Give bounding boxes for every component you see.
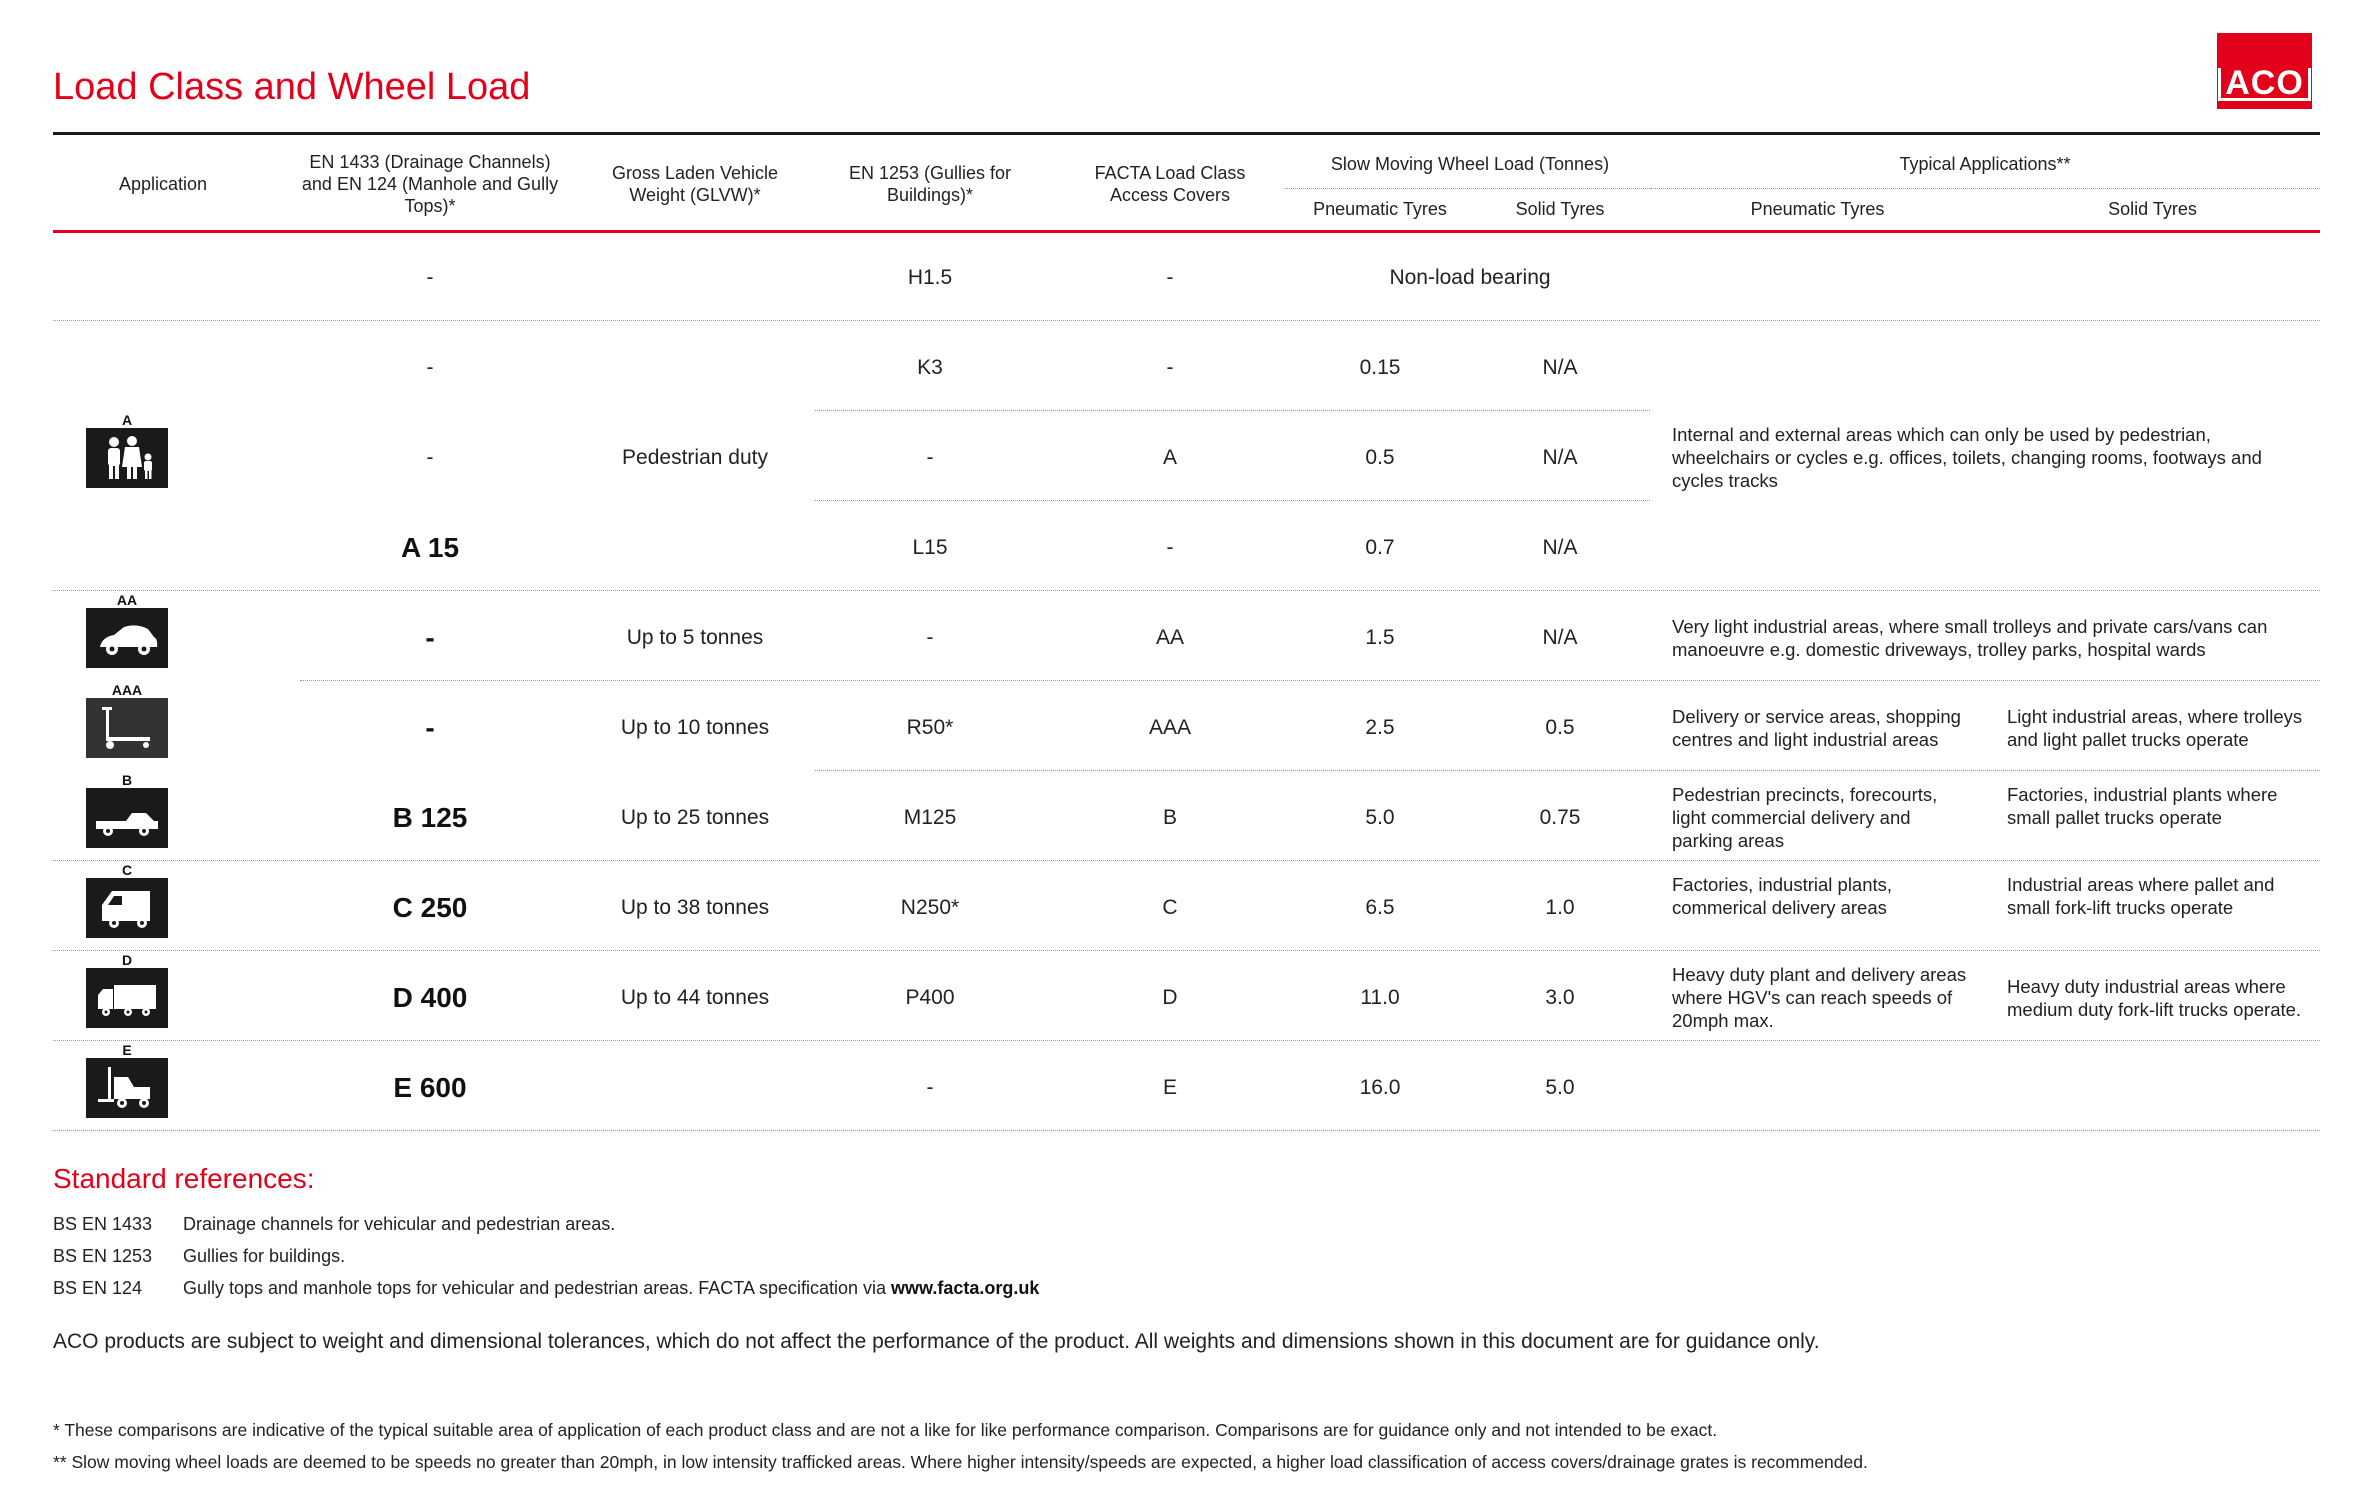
icon-class-label: A	[121, 412, 133, 428]
page-title: Load Class and Wheel Load	[53, 66, 531, 108]
cell-application-pedestrian: Internal and external areas which can only be used by pedestrian, wheelchairs or cycles e.g. offices, toilets, changing rooms, footways and cycles tracks	[1672, 424, 2262, 491]
header-wheel-load: Slow Moving Wheel Load (Tonnes)	[1330, 154, 1610, 174]
cell-non-load-bearing: Non-load bearing	[1389, 265, 1551, 289]
reference-code: BS EN 1433	[53, 1214, 153, 1234]
forklift-icon	[86, 1058, 168, 1118]
icon-class-label: AAA	[111, 682, 143, 698]
cell-en1253: L15	[912, 535, 948, 559]
cell-en1433: -	[426, 265, 434, 289]
cell-facta: AAA	[1148, 715, 1192, 739]
row-divider	[53, 1130, 2320, 1131]
cell-facta: AA	[1155, 625, 1184, 649]
reference-code: BS EN 124	[53, 1278, 143, 1298]
cell-application-d-solid: Heavy duty industrial areas where medium duty fork-lift trucks operate.	[2007, 975, 2302, 1020]
icon-class-c	[86, 862, 168, 938]
cell-facta: -	[1166, 535, 1174, 559]
cell-en1433: B 125	[392, 801, 468, 833]
cell-facta: C	[1162, 895, 1178, 919]
cell-application-aaa-pneumatic: Delivery or service areas, shopping centres and light industrial areas	[1672, 705, 1961, 750]
lorry-icon	[86, 968, 168, 1028]
cell-facta: A	[1162, 445, 1177, 469]
header-glvw: Gross Laden Vehicle Weight (GLVW)*	[611, 163, 779, 205]
icon-class-aaa	[86, 682, 168, 758]
row-divider	[53, 590, 2320, 591]
cell-wheel-pneumatic: 0.7	[1365, 535, 1395, 559]
aco-logo	[2217, 33, 2312, 109]
cell-application-b-pneumatic: Pedestrian precincts, forecourts, light commercial delivery and parking areas	[1672, 784, 1938, 851]
cell-wheel-solid: N/A	[1542, 535, 1578, 559]
row-divider	[815, 770, 2320, 771]
van-icon	[86, 878, 168, 938]
cell-wheel-solid: 3.0	[1545, 985, 1575, 1009]
pedestrian-icon	[86, 428, 168, 488]
row-divider	[53, 860, 2320, 861]
header-typical-applications: Typical Applications**	[1899, 154, 2071, 174]
reference-text: Drainage channels for vehicular and pedestrian areas.	[183, 1214, 616, 1234]
header-en1433: EN 1433 (Drainage Channels) and EN 124 (Manhole and Gully Tops)*	[301, 152, 559, 216]
cell-wheel-pneumatic: 5.0	[1365, 805, 1395, 829]
cell-wheel-pneumatic: 0.15	[1359, 355, 1401, 379]
icon-class-a	[86, 412, 168, 488]
footnote: ** Slow moving wheel loads are deemed to be speeds no greater than 20mph, in low intensity trafficked areas. Where higher intensity/speeds are expected, a higher load classification of access covers/drainage grates is recommended.	[53, 1452, 1868, 1472]
cell-facta: -	[1166, 355, 1174, 379]
cell-en1433: -	[426, 355, 434, 379]
cell-facta: B	[1162, 805, 1177, 829]
cell-en1433: -	[425, 621, 435, 653]
pickup-truck-icon	[86, 788, 168, 848]
cell-wheel-pneumatic: 0.5	[1365, 445, 1395, 469]
cell-wheel-pneumatic: 6.5	[1365, 895, 1395, 919]
cell-en1253: -	[926, 1075, 934, 1099]
cell-wheel-pneumatic: 2.5	[1365, 715, 1395, 739]
pallet-truck-icon	[86, 698, 168, 758]
header-bottom-rule	[53, 230, 2320, 233]
cell-en1433: -	[426, 445, 434, 469]
header-wheel-pneumatic: Pneumatic Tyres	[1313, 199, 1447, 219]
cell-en1433: D 400	[392, 981, 468, 1013]
cell-application-c-solid: Industrial areas where pallet and small fork-lift trucks operate	[2007, 874, 2275, 918]
header-typical-pneumatic: Pneumatic Tyres	[1750, 199, 1885, 219]
cell-en1253: N250*	[900, 895, 960, 919]
cell-en1433: C 250	[392, 891, 468, 923]
reference-text-row	[183, 1278, 1039, 1299]
cell-wheel-pneumatic: 1.5	[1365, 625, 1395, 649]
row-divider	[53, 950, 2320, 951]
icon-class-aa	[86, 592, 168, 668]
icon-class-label: D	[121, 952, 133, 968]
icon-class-b	[86, 772, 168, 848]
icon-class-e	[86, 1042, 168, 1118]
cell-en1253: H1.5	[907, 265, 953, 289]
car-icon	[86, 608, 168, 668]
cell-glvw: Up to 5 tonnes	[626, 625, 764, 649]
cell-application-c-pneumatic: Factories, industrial plants, commerical delivery areas	[1672, 874, 1893, 918]
typical-header-divider	[1650, 188, 2320, 189]
cell-en1433: E 600	[393, 1071, 467, 1103]
icon-class-d	[86, 952, 168, 1028]
icon-class-label: E	[122, 1042, 132, 1058]
header-facta: FACTA Load Class Access Covers	[1094, 163, 1246, 205]
facta-link[interactable]: www.facta.org.uk	[891, 1278, 1040, 1298]
cell-en1253: M125	[903, 805, 957, 829]
logo-text: ACO	[2218, 68, 2311, 101]
cell-wheel-solid: 5.0	[1545, 1075, 1575, 1099]
cell-wheel-solid: 0.75	[1539, 805, 1581, 829]
cell-glvw-pedestrian: Pedestrian duty	[622, 445, 768, 469]
footnote: * These comparisons are indicative of the typical suitable area of application of each product class and are not a like for like performance comparison. Comparisons are for guidance only and not intended to be exact.	[53, 1420, 1718, 1440]
header-en1253: EN 1253 (Gullies for Buildings)*	[848, 163, 1012, 205]
cell-wheel-solid: N/A	[1542, 445, 1578, 469]
row-divider	[53, 1040, 2320, 1041]
cell-glvw: Up to 25 tonnes	[620, 805, 770, 829]
cell-en1253: -	[926, 625, 934, 649]
row-divider	[815, 410, 1650, 411]
cell-en1253: P400	[905, 985, 955, 1009]
cell-wheel-pneumatic: 16.0	[1359, 1075, 1401, 1099]
reference-code: BS EN 1253	[53, 1246, 153, 1266]
header-typical-solid: Solid Tyres	[2108, 199, 2197, 219]
cell-application-b-solid: Factories, industrial plants where small pallet trucks operate	[2007, 784, 2278, 828]
cell-wheel-solid: N/A	[1542, 625, 1578, 649]
cell-en1253: R50*	[906, 715, 954, 739]
cell-wheel-solid: 0.5	[1545, 715, 1575, 739]
header-wheel-solid: Solid Tyres	[1515, 199, 1605, 219]
row-divider	[53, 320, 2320, 321]
cell-facta: -	[1166, 265, 1174, 289]
cell-facta: D	[1162, 985, 1178, 1009]
cell-wheel-pneumatic: 11.0	[1360, 985, 1400, 1009]
row-divider	[815, 500, 1650, 501]
row-divider	[300, 680, 2320, 681]
header-application: Application	[118, 174, 208, 194]
cell-en1253: -	[926, 445, 934, 469]
icon-class-label: B	[121, 772, 133, 788]
cell-glvw: Up to 10 tonnes	[620, 715, 770, 739]
cell-glvw: Up to 44 tonnes	[620, 985, 770, 1009]
disclaimer: ACO products are subject to weight and dimensional tolerances, which do not affect the performance of the product. All weights and dimensions shown in this document are for guidance only.	[53, 1330, 1820, 1353]
cell-en1433: A 15	[400, 531, 460, 563]
cell-glvw: Up to 38 tonnes	[620, 895, 770, 919]
reference-text: Gully tops and manhole tops for vehicular and pedestrian areas. FACTA specification via	[183, 1278, 892, 1298]
wheel-header-divider	[1285, 188, 1650, 189]
icon-class-label: AA	[116, 592, 138, 608]
references-title: Standard references:	[53, 1163, 315, 1194]
cell-facta: E	[1162, 1075, 1177, 1099]
cell-application-d-pneumatic: Heavy duty plant and delivery areas where HGV's can reach speeds of 20mph max.	[1672, 964, 1967, 1031]
cell-application-aa: Very light industrial areas, where small trolleys and private cars/vans can manoeuvre e.g. domestic driveways, trolley parks, hospital wards	[1672, 615, 2268, 660]
reference-text: Gullies for buildings.	[183, 1246, 346, 1266]
cell-en1433: -	[425, 711, 435, 743]
cell-wheel-solid: N/A	[1542, 355, 1578, 379]
cell-wheel-solid: 1.0	[1545, 895, 1575, 919]
icon-class-label: C	[121, 862, 133, 878]
cell-en1253: K3	[917, 355, 943, 379]
header-top-rule	[53, 132, 2320, 135]
cell-application-aaa-solid: Light industrial areas, where trolleys and light pallet trucks operate	[2007, 705, 2303, 750]
